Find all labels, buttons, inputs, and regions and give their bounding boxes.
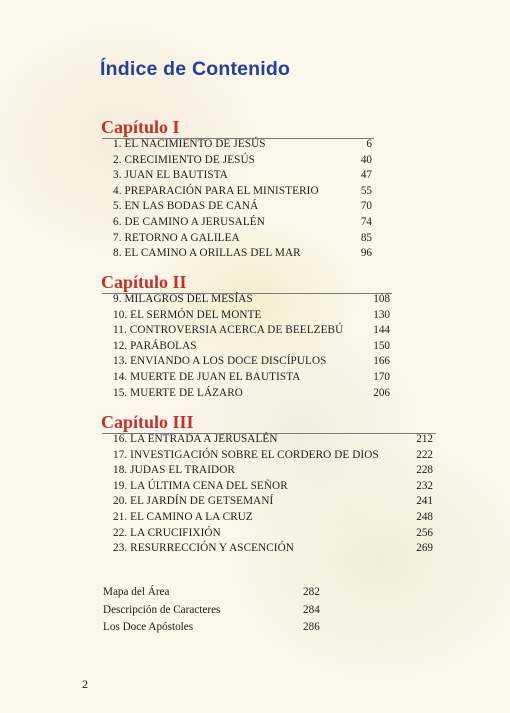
entry-page: 222 [416,448,433,461]
entry-page: 85 [360,231,372,244]
entry-title: 2. CRECIMIENTO DE JESÚS [113,153,255,166]
entry-page: 248 [416,510,433,523]
entry-page: 232 [416,479,433,492]
entry-title: 6. DE CAMINO A JERUSALÉN [113,215,265,228]
entry-title: 15. MUERTE DE LÁZARO [113,386,243,399]
appendix-page: 282 [303,586,320,598]
entry-title: 16. LA ENTRADA A JERUSALÉN [113,433,278,445]
entry-page: 212 [416,433,433,445]
entry-page: 241 [416,495,433,508]
entry-title: 1. EL NACIMIENTO DE JESÚS [113,138,266,150]
entry-page: 256 [416,526,433,539]
entry-title: 21. EL CAMINO A LA CRUZ [113,510,253,523]
entry-title: 22. LA CRUCIFIXIÓN [113,526,221,539]
entry-page: 144 [373,324,390,337]
entry-title: 14. MUERTE DE JUAN EL BAUTISTA [113,370,301,383]
entry-title: 19. LA ÚLTIMA CENA DEL SEÑOR [113,479,288,492]
entry-page: 6 [366,138,372,150]
chapter-heading-2: Capítulo II [101,272,187,292]
entry-title: 4. PREPARACIÓN PARA EL MINISTERIO [113,184,319,197]
appendix-title: Mapa del Área [103,586,170,598]
appendix-title: Descripción de Caracteres [103,603,221,616]
entry-title: 9. MILAGROS DEL MESÍAS [113,293,253,305]
entry-title: 5. EN LAS BODAS DE CANÁ [113,200,259,213]
entry-page: 70 [360,200,372,213]
entry-page: 170 [373,370,390,383]
entry-page: 166 [373,355,390,368]
entry-title: 18. JUDAS EL TRAIDOR [113,464,235,477]
chapter-heading-3: Capítulo III [101,412,194,432]
entry-page: 130 [373,308,390,321]
entry-page: 40 [360,153,372,166]
entry-page: 228 [416,464,433,477]
appendix-page: 286 [303,621,320,634]
entry-title: 13. ENVIANDO A LOS DOCE DISCÍPULOS [113,355,327,368]
entry-title: 8. EL CAMINO A ORILLAS DEL MAR [113,247,301,260]
entry-page: 206 [373,386,390,399]
entry-page: 150 [373,339,390,352]
entry-title: 20. EL JARDÍN DE GETSEMANÍ [113,495,274,508]
entry-page: 55 [360,184,372,197]
entry-page: 269 [416,542,433,555]
entry-page: 47 [360,169,372,182]
page-title: Índice de Contenido [100,58,291,80]
entry-title: 10. EL SERMÓN DEL MONTE [113,308,262,321]
entry-title: 23. RESURRECCIÓN Y ASCENCIÓN [113,542,294,555]
page-number: 2 [82,677,88,691]
entry-page: 96 [360,247,372,260]
entry-title: 11. CONTROVERSIA ACERCA DE BEELZEBÚ [113,324,344,337]
entry-title: 7. RETORNO A GALILEA [113,231,240,244]
appendix-title: Los Doce Apóstoles [103,621,194,634]
entry-page: 108 [373,293,390,305]
chapter-heading-1: Capítulo I [101,117,180,137]
entry-title: 3. JUAN EL BAUTISTA [113,169,228,182]
appendix-page: 284 [303,603,320,616]
entry-page: 74 [360,215,372,228]
entry-title: 12. PARÁBOLAS [113,339,197,352]
entry-title: 17. INVESTIGACIÓN SOBRE EL CORDERO DE DIOS [113,448,379,461]
